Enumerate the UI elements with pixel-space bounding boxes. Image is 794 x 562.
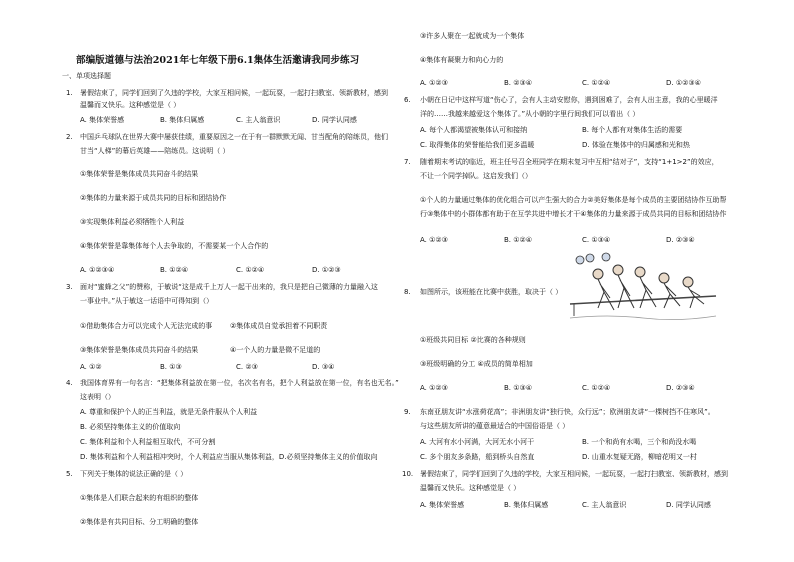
tug-of-war-illustration xyxy=(568,252,718,324)
option-d: D. ②③④ xyxy=(666,236,695,244)
option-c: C. 主人翁意识 xyxy=(582,501,627,509)
question-text: 中国乒乓球队在世界大赛中屡获佳绩，重要原因之一在于有一群默默无闻、甘当配角的陪练员，他们 xyxy=(80,133,388,141)
option-d: D. 山重水复疑无路，柳暗花明又一村 xyxy=(582,453,697,461)
question-text: 面对“蜜蜂之父”的赞称，于敏说“这是成千上万人一起干出来的，我只是把自己微薄的力量融入这 xyxy=(80,283,378,291)
option-d: D. ③④ xyxy=(312,363,335,371)
question-number: 3. xyxy=(66,283,73,291)
option-b: B. 集体归属感 xyxy=(504,501,549,509)
question-text: 不让一个同学掉队。这启发我们（） xyxy=(420,172,532,180)
option-c: C. ①③④ xyxy=(582,236,611,244)
question-number: 2. xyxy=(66,133,73,141)
statement: ③班级明确的分工 ④成员的简单相加 xyxy=(420,360,533,368)
option-c: C. ①②④ xyxy=(582,79,611,87)
option-c: C. 集体利益和个人利益相互取代，不可分割 xyxy=(80,438,216,446)
question-text: 小朝在日记中这样写道“伤心了，会有人主动安慰你，遇到困难了，会有人出主意，我的心里暖洋 xyxy=(420,96,718,104)
option-b: B. ①②④ xyxy=(504,236,533,244)
question-text: 与这些朋友所讲的蕴意最适合的中国俗语是（ ） xyxy=(420,422,570,430)
option-a: A. 尊重和保护个人的正当利益，就是无条件服从个人利益 xyxy=(80,408,258,416)
option-c: C. ①②④ xyxy=(236,266,265,274)
option-c: C. 主人翁意识 xyxy=(236,116,281,124)
option-b: B. ①③ xyxy=(160,363,182,371)
statement: ④一个人的力量是微不足道的 xyxy=(230,346,321,354)
question-text: 温馨而又快乐。这种感觉是（ ） xyxy=(420,484,521,492)
option-b: B. 集体归属感 xyxy=(160,116,205,124)
option-a: A. ①②③ xyxy=(420,384,448,392)
section-heading: 一、单项选择题 xyxy=(62,72,111,80)
question-text: 如图所示，该班能在比赛中获胜，取决于（ ） xyxy=(420,288,563,296)
option-d: D. ②③④ xyxy=(666,384,695,392)
question-text: 一事业中。”从于敏这一话语中可得知到（） xyxy=(80,297,214,305)
option-d: D. 同学认同感 xyxy=(312,116,357,124)
question-number: 10. xyxy=(402,470,414,478)
option-b: B. 一个和尚有水喝，三个和尚没水喝 xyxy=(582,438,697,446)
statement: ③集体荣誉是集体成员共同奋斗的结果 xyxy=(80,346,199,354)
option-c: C. ②③ xyxy=(236,363,258,371)
statement: ①集体是人们联合起来的有组织的整体 xyxy=(80,494,199,502)
option-b: B. 每个人都有对集体生活的需要 xyxy=(582,126,683,134)
option-d: D. ①②③④ xyxy=(666,79,701,87)
question-text: 东南亚朋友讲“水涨荷花高”；非洲朋友讲“独行快，众行远”；欧洲朋友讲“一棵树挡不住寒风”。 xyxy=(420,408,715,416)
option-a: A. ①②③ xyxy=(420,79,448,87)
option-b: B. ①②④ xyxy=(160,266,189,274)
statement: 行③集体中的小群体都有助于在互学共进中增长才干④集体的力量来源于成员共同的目标和团结协作 xyxy=(420,210,727,218)
question-number: 5. xyxy=(66,470,73,478)
question-number: 1. xyxy=(66,89,73,97)
question-text: 暑假结束了，同学们回到了久违的学校，大家互相问候，一起玩耍，一起打扫教室、领新教材，感到 xyxy=(80,89,388,97)
question-text: 这表明（） xyxy=(80,393,115,401)
question-number: 8. xyxy=(404,288,411,296)
statement: ④集体荣誉是靠集体每个人去争取的，不需要某一个人合作的 xyxy=(80,242,269,250)
question-text: 暑假结束了，同学们回到了久违的学校，大家互相问候，一起玩耍，一起打扫教室、领新教材，感到 xyxy=(420,470,728,478)
option-c: C. 取得集体的荣誉能给我们更多温暖 xyxy=(420,141,535,149)
question-text: 我国体育界有一句名言：“把集体利益放在第一位，名次名有名，把个人利益放在第一位，有名也无名。” xyxy=(80,379,399,387)
question-text: 随着期末考试的临近，班主任号召全班同学在期末复习中互相“结对子”，支持“1+1>2”的效应， xyxy=(420,158,719,166)
question-text: 甘当“人梯”的幕后英雄——陪练员。这说明（ ） xyxy=(80,147,230,155)
statement: ③许多人聚在一起就成为一个集体 xyxy=(420,32,525,40)
question-number: 6. xyxy=(404,96,411,104)
option-d: D. 集体利益和个人利益相冲突时，个人利益应当服从集体利益，D.必须坚持集体主义的价值取向 xyxy=(80,453,378,461)
question-text: 下列关于集体的说法正确的是（ ） xyxy=(80,470,188,478)
statement: ②集体的力量来源于成员共同的目标和团结协作 xyxy=(80,194,227,202)
statement: ②集体成员自觉承担着不同职责 xyxy=(230,322,328,330)
question-number: 7. xyxy=(404,158,411,166)
option-b: B. ①③④ xyxy=(504,384,533,392)
option-c: C. ①②④ xyxy=(582,384,611,392)
option-a: A. ①②③④ xyxy=(80,266,115,274)
option-a: A. 集体荣誉感 xyxy=(420,501,465,509)
question-text: 温馨而又快乐。这种感觉是（ ） xyxy=(80,101,181,109)
option-a: A. 集体荣誉感 xyxy=(80,116,125,124)
option-c: C. 多个朋友多条路，船到桥头自然直 xyxy=(420,453,535,461)
question-number: 9. xyxy=(404,408,411,416)
option-a: A. 每个人都渴望被集体认可和接纳 xyxy=(420,126,528,134)
option-b: B. 必须坚持集体主义的价值取向 xyxy=(80,423,181,431)
option-a: A. ①② xyxy=(80,363,102,371)
page-title: 部编版道德与法治2021年七年级下册6.1集体生活邀请我同步练习 xyxy=(76,55,360,66)
option-d: D. ①②③ xyxy=(312,266,341,274)
option-b: B. ②③④ xyxy=(504,79,533,87)
option-d: D. 体验在集体中的归属感和光和热 xyxy=(582,141,690,149)
statement: ①集体荣誉是集体成员共同奋斗的结果 xyxy=(80,170,199,178)
option-a: A. 大河有水小河满，大河无水小河干 xyxy=(420,438,535,446)
statement: ①班级共同目标 ②比赛的各种规则 xyxy=(420,336,526,344)
statement: ②集体是有共同目标、分工明确的整体 xyxy=(80,518,199,526)
statement: ①个人的力量通过集体的优化组合可以产生强大的合力②美好集体是每个成员的主要团结协作互助帮 xyxy=(420,196,727,204)
option-a: A. ①②③ xyxy=(420,236,448,244)
option-d: D. 同学认同感 xyxy=(666,501,711,509)
question-number: 4. xyxy=(66,379,73,387)
statement: ④集体有凝聚力和向心力的 xyxy=(420,56,504,64)
statement: ③实现集体利益必须牺牲个人利益 xyxy=(80,218,185,226)
question-text: 洋的……我越来越爱这个集体了。”从小朝的字里行间我们可以看出（ ） xyxy=(420,110,640,118)
statement: ①借助集体合力可以完成个人无法完成的事 xyxy=(80,322,213,330)
